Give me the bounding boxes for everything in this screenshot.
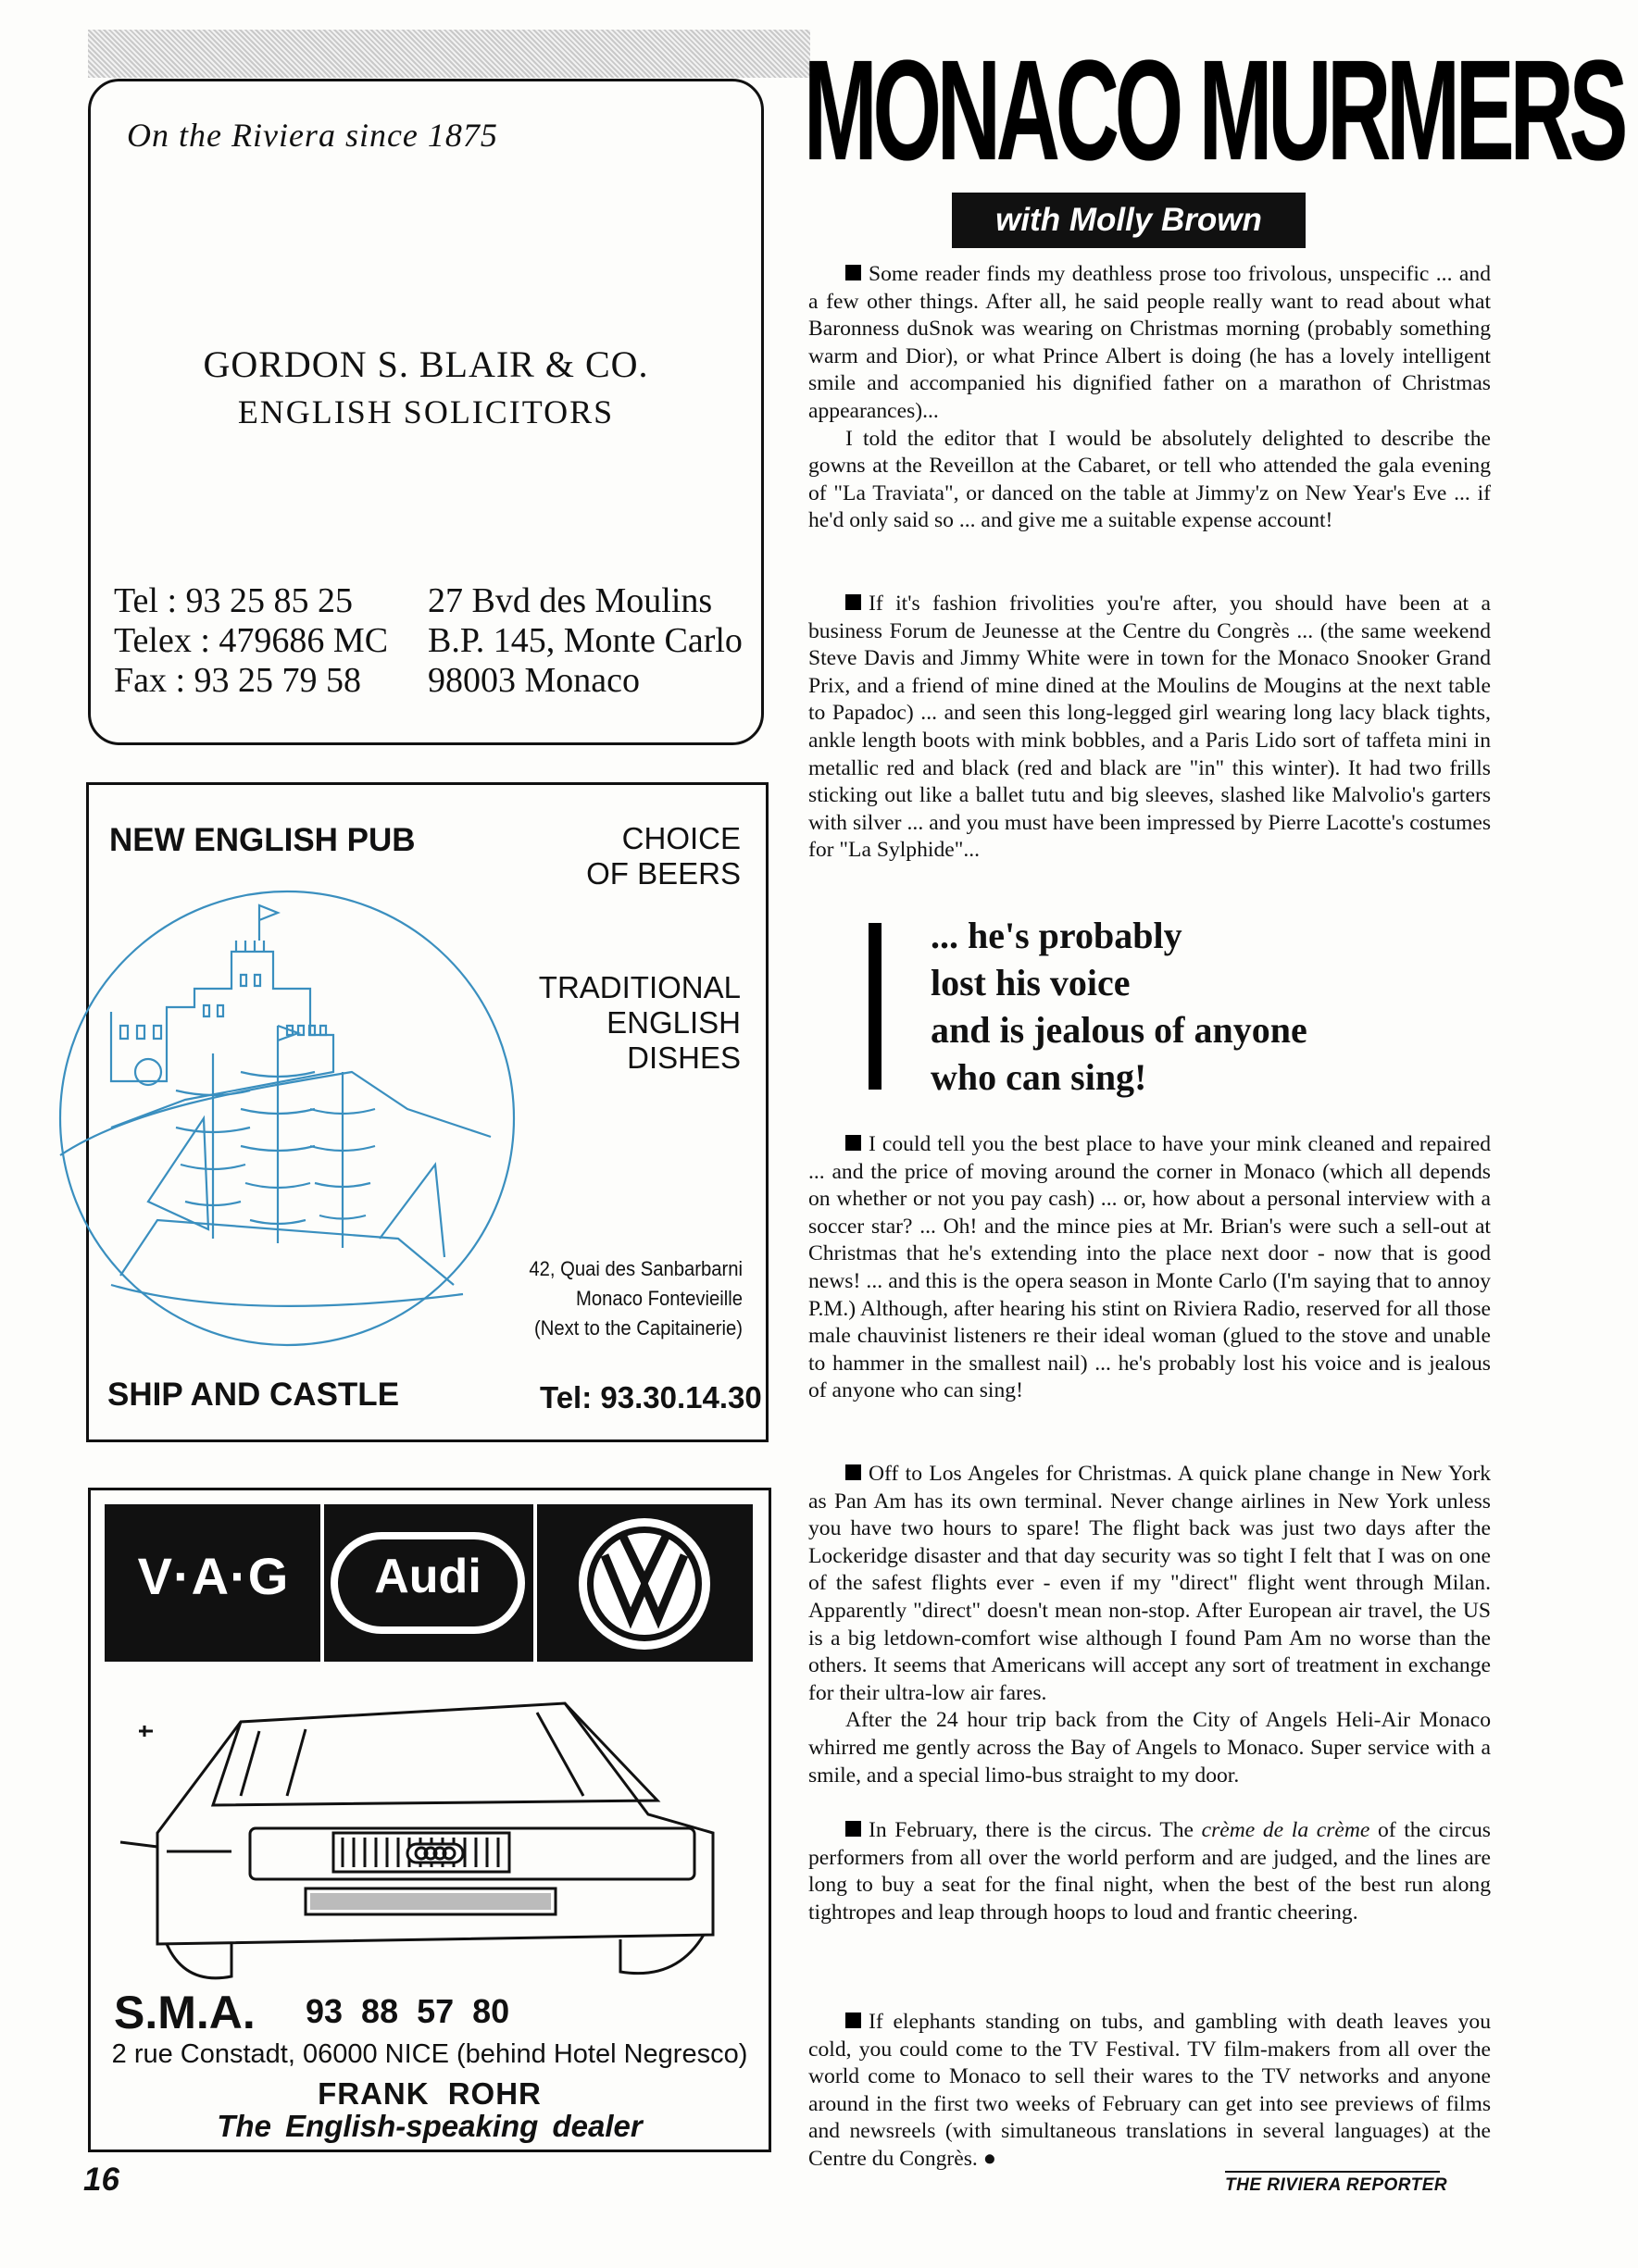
vw-logo (577, 1516, 712, 1651)
pub-heading: NEW ENGLISH PUB (109, 822, 416, 858)
pull-quote (931, 912, 1307, 1101)
pub-address-line: Monaco Fontevieille (575, 1287, 743, 1310)
article-paragraph: After the 24 hour trip back from the City of Angels Heli-Air Monaco whirred me gently across the Bay of Angels to Monaco. Super service with a smile, and a special limo-bus straight to my door. (808, 1708, 1491, 1788)
publication-name: THE RIVIERA REPORTER (1225, 2175, 1448, 2195)
dealer-phone: 93 88 57 80 (306, 1992, 510, 2030)
solicitor-tel: Tel : 93 25 85 25 (114, 581, 354, 620)
section-bullet-icon (845, 594, 861, 610)
pull-quote-line: ... he's probably (931, 915, 1182, 956)
solicitor-telex: Telex : 479686 MC (114, 621, 389, 660)
dealer-address: 2 rue Constadt, 06000 NICE (behind Hotel Negresco) (111, 2039, 748, 2069)
article-paragraph: If elephants standing on tubs, and gambling with death leaves you cold, you could come to the TV Festival. TV film-makers from all over the world come to Monaco to sell their wares to the TV networks and anyone around in the first two weeks of February can get into see previews of films and newsreels (with simultaneous translations in several languages) at the Centre du Congrès. (808, 2010, 1491, 2171)
section-bullet-icon (845, 1464, 861, 1480)
solicitor-address-line: 98003 Monaco (428, 661, 641, 700)
audi-car-illustration (102, 1666, 759, 1986)
section-bullet-icon (845, 1135, 861, 1151)
article-paragraph: If it's fashion frivolities you're after, you should have been at a business Forum de Jeunesse at the Centre du Congrès ... (the same weekend Steve Davis and Jimmy White were in town for the Monaco Snooker Grand Prix, and a friend of mine dined at the Moulins de Mougins at the next table to Papadoc) ... and seen this long-legged girl wearing long lacy black tights, ankle length boots with mink bobbles, and a Paris Lido sort of taffeta mini in metallic red and black (red and black are "in" this winter). It had two frills sticking out like a ballet tutu and big sleeves, slashed like Malvolio's garters with silver ... and you must have been impressed by Pierre Lacotte's costumes for "La Sylphide"... (808, 592, 1491, 863)
solicitor-fax: Fax : 93 25 79 58 (114, 661, 362, 700)
ship-castle-illustration (56, 887, 519, 1350)
pub-dishes (500, 970, 741, 1076)
footer-rule (1225, 2171, 1440, 2173)
pub-address (503, 1254, 743, 1343)
pub-dishes-line: TRADITIONAL (538, 970, 741, 1004)
pub-name: SHIP AND CASTLE (107, 1377, 400, 1413)
pub-beers-line: CHOICE (621, 821, 741, 855)
article-section-4 (808, 1461, 1491, 1789)
section-bullet-icon (845, 1821, 861, 1837)
logo-divider (533, 1504, 537, 1662)
article-section-1 (808, 261, 1491, 535)
article-section-3 (808, 1131, 1491, 1405)
solicitor-firm-name: GORDON S. BLAIR & CO. (203, 343, 649, 385)
article-paragraph: I could tell you the best place to have your mink cleaned and repaired ... and the price of moving around the corner in Monaco (which all depends on whether or not you pay cash) ... or, how about a personal interview with a soccer star? ... Oh! and the mince pies at Mr. Brian's were such a sell-out at Christmas that he's extending into the place next door - now that is good news! ... and this is the opera season in Monte Carlo (I'm saying that to annoy P.M.) Although, after hearing his stint on Riviera Radio, reserved for all those male chauvinist listeners re their ideal woman (glued to the stove and unable to hammer in the smallest nail) ... he's probably lost his voice and is jealous of anyone who can sing! (808, 1132, 1491, 1403)
page-number: 16 (83, 2162, 119, 2198)
pull-quote-line: and is jealous of anyone (931, 1009, 1307, 1051)
pub-address-line: 42, Quai des Sanbarbarni (529, 1257, 743, 1280)
article-emphasis: crème de la crème (1201, 1818, 1370, 1842)
pub-beers-line: OF BEERS (586, 856, 741, 891)
article-paragraph-end: of the circus performers from all over the world perform and are judged, and the lines are long to buy a seat for the final night, when the best of the best run along tightropes and leap through hoops to loud and frantic cheering. (808, 1818, 1491, 1925)
section-bullet-icon (845, 265, 861, 280)
solicitor-firm-type: ENGLISH SOLICITORS (237, 393, 615, 430)
end-mark-icon: ● (982, 2146, 996, 2171)
article-title: MONACO MURMERS (804, 31, 1624, 190)
pub-phone: Tel: 93.30.14.30 (540, 1380, 762, 1414)
solicitor-address-line: 27 Bvd des Moulins (428, 581, 713, 620)
article-paragraph: Off to Los Angeles for Christmas. A quick plane change in New York as Pan Am has its own terminal. Never change airlines in New York unless you have two hours to spare! The flight back was just two days after the Lockeridge disaster and that day security was so tight I felt that I was on one of the safest flights ever - even if my "direct" flight went through Milan. Apparently "direct" doesn't mean non-stop. After European air travel, the US is a big letdown-comfort wise although I found Pam Am no worse than the others. It seems that Americans will accept any sort of treatment in exchange for their ultra-low air fares. (808, 1462, 1491, 1705)
article-paragraph-start: In February, there is the circus. The (869, 1818, 1202, 1842)
logo-divider (320, 1504, 324, 1662)
dealer-tagline: The English-speaking dealer (217, 2109, 643, 2143)
solicitor-tagline: On the Riviera since 1875 (127, 117, 498, 154)
article-section-6 (808, 2009, 1491, 2174)
pull-quote-bar (869, 923, 882, 1090)
pull-quote-line: lost his voice (931, 962, 1131, 1003)
article-byline: with Molly Brown (952, 193, 1306, 248)
vag-logo: V·A·G (137, 1547, 290, 1605)
article-paragraph: I told the editor that I would be absolutely delighted to describe the gowns at the Reveillon at the Cabaret, or tell who attended the gala evening of "La Traviata", or danced on the table at Jimmy'z on New Year's Eve ... if he'd only said so ... and give me a suitable expense account! (808, 426, 1491, 533)
header-screen-band (88, 30, 810, 78)
pub-dishes-line: ENGLISH (606, 1005, 741, 1040)
article-paragraph: Some reader finds my deathless prose too frivolous, unspecific ... and a few other things. After all, he said people really want to read about what Baronness duSnok was wearing on Christmas morning (probably something warm and Dior), or what Prince Albert is doing (he has a lovely intelligent smile and accompanied his dignified father on a marathon of Christmas appearances)... (808, 262, 1491, 423)
pub-dishes-line: DISHES (627, 1041, 741, 1075)
pub-beers (519, 821, 741, 891)
dealer-name: S.M.A. (114, 1987, 256, 2038)
pub-address-line: (Next to the Capitainerie) (534, 1316, 743, 1340)
article-section-5 (808, 1817, 1491, 1926)
solicitor-address-line: B.P. 145, Monte Carlo (428, 621, 743, 660)
audi-logo-text: Audi (374, 1550, 481, 1603)
article-section-2 (808, 591, 1491, 865)
audi-logo (331, 1532, 525, 1634)
dealer-contact-person: FRANK ROHR (318, 2076, 542, 2111)
section-bullet-icon (845, 2013, 861, 2028)
pull-quote-line: who can sing! (931, 1056, 1147, 1098)
